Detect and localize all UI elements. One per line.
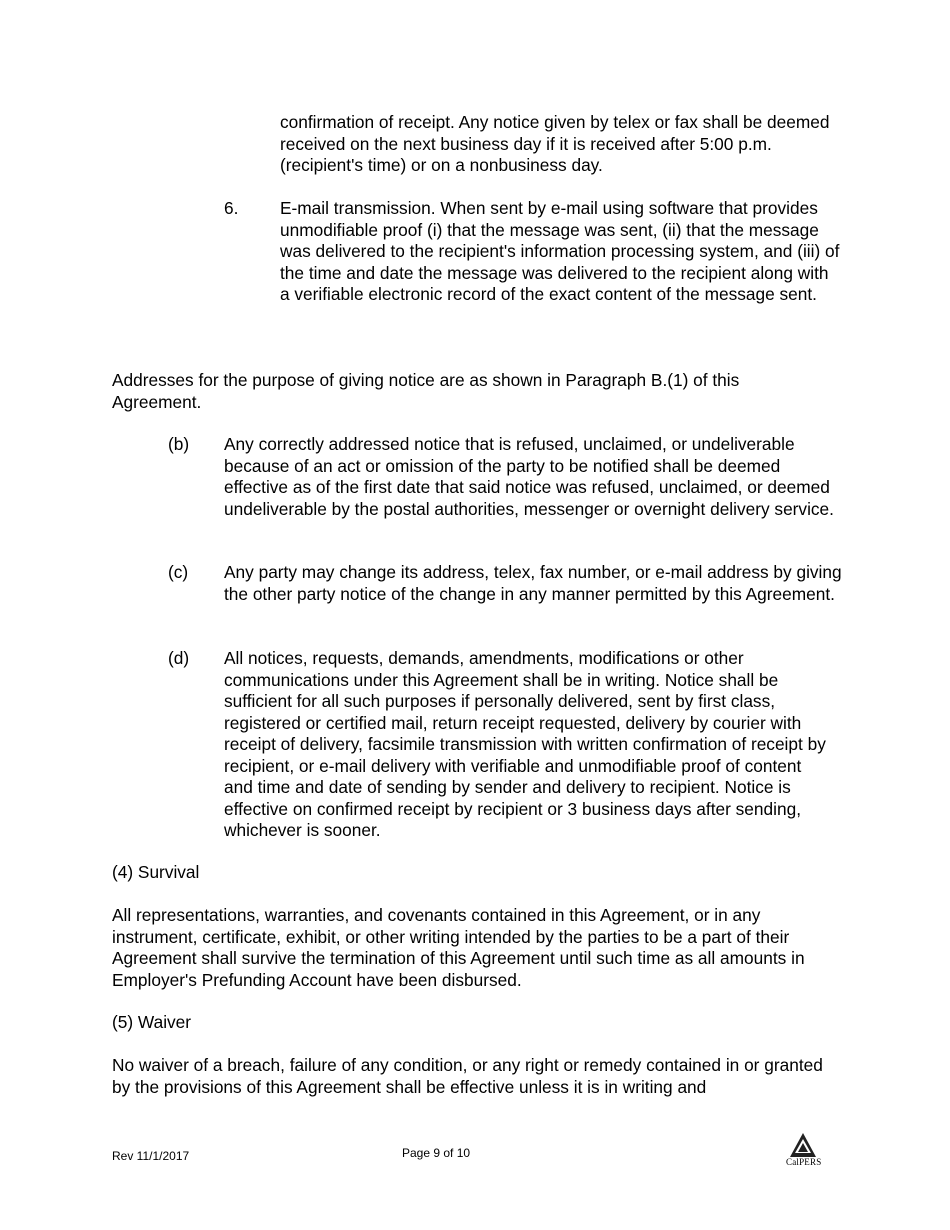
addresses-paragraph: Addresses for the purpose of giving notice are as shown in Paragraph B.(1) of this Agreement. <box>112 370 740 412</box>
section-5-heading: (5) Waiver <box>112 1012 192 1032</box>
item-5-continuation: confirmation of receipt. Any notice given by telex or fax shall be deemed received on the next business day if it is received after 5:00 p.m. (recipient's time) or on a nonbusiness day. <box>280 112 830 175</box>
item-b-label: (b) <box>168 434 190 454</box>
item-c-text: Any party may change its address, telex, fax number, or e-mail address by giving the other party notice of the change in any manner permitted by this Agreement. <box>224 562 842 604</box>
item-6-number: 6. <box>224 198 239 218</box>
page-number: Page 9 of 10 <box>402 1146 471 1160</box>
waiver-paragraph: No waiver of a breach, failure of any condition, or any right or remedy contained in or granted by the provisions of this Agreement shall be effective unless it is in writing and <box>112 1055 823 1097</box>
section-4-heading: (4) Survival <box>112 862 200 882</box>
item-d-label: (d) <box>168 648 190 668</box>
calpers-logo-text: CalPERS <box>786 1157 822 1167</box>
revision-date: Rev 11/1/2017 <box>112 1149 190 1163</box>
item-6-text: E-mail transmission. When sent by e-mail using software that provides unmodifiable proof (i) that the message was sent, (ii) that the message was delivered to the recipient's information processing system, and (iii) of the time and date the message was delivered to the recipient along with a verifiable electronic record of the exact content of the message sent. <box>280 198 840 304</box>
item-c-label: (c) <box>168 562 189 582</box>
survival-paragraph: All representations, warranties, and covenants contained in this Agreement, or in any instrument, certificate, exhibit, or other writing intended by the parties to be a part of their Agreement shall survive the termination of this Agreement until such time as all amounts in Employer's Prefunding Account have been disbursed. <box>112 905 805 990</box>
item-d-text: All notices, requests, demands, amendments, modifications or other communications under this Agreement shall be in writing. Notice shall be sufficient for all such purposes if personally delivered, sent by first class, registered or certified mail, return receipt requested, delivery by courier with receipt of delivery, facsimile transmission with written confirmation of receipt by recipient, or e-mail delivery with verifiable and unmodifiable proof of content and time and date of sending by sender and delivery to recipient. Notice is effective on confirmed receipt by recipient or 3 business days after sending, whichever is sooner. <box>224 648 826 840</box>
item-b-text: Any correctly addressed notice that is refused, unclaimed, or undeliverable because of an act or omission of the party to be notified shall be deemed effective as of the first date that said notice was refused, unclaimed, or deemed undeliverable by the postal authorities, messenger or overnight delivery service. <box>224 434 834 519</box>
